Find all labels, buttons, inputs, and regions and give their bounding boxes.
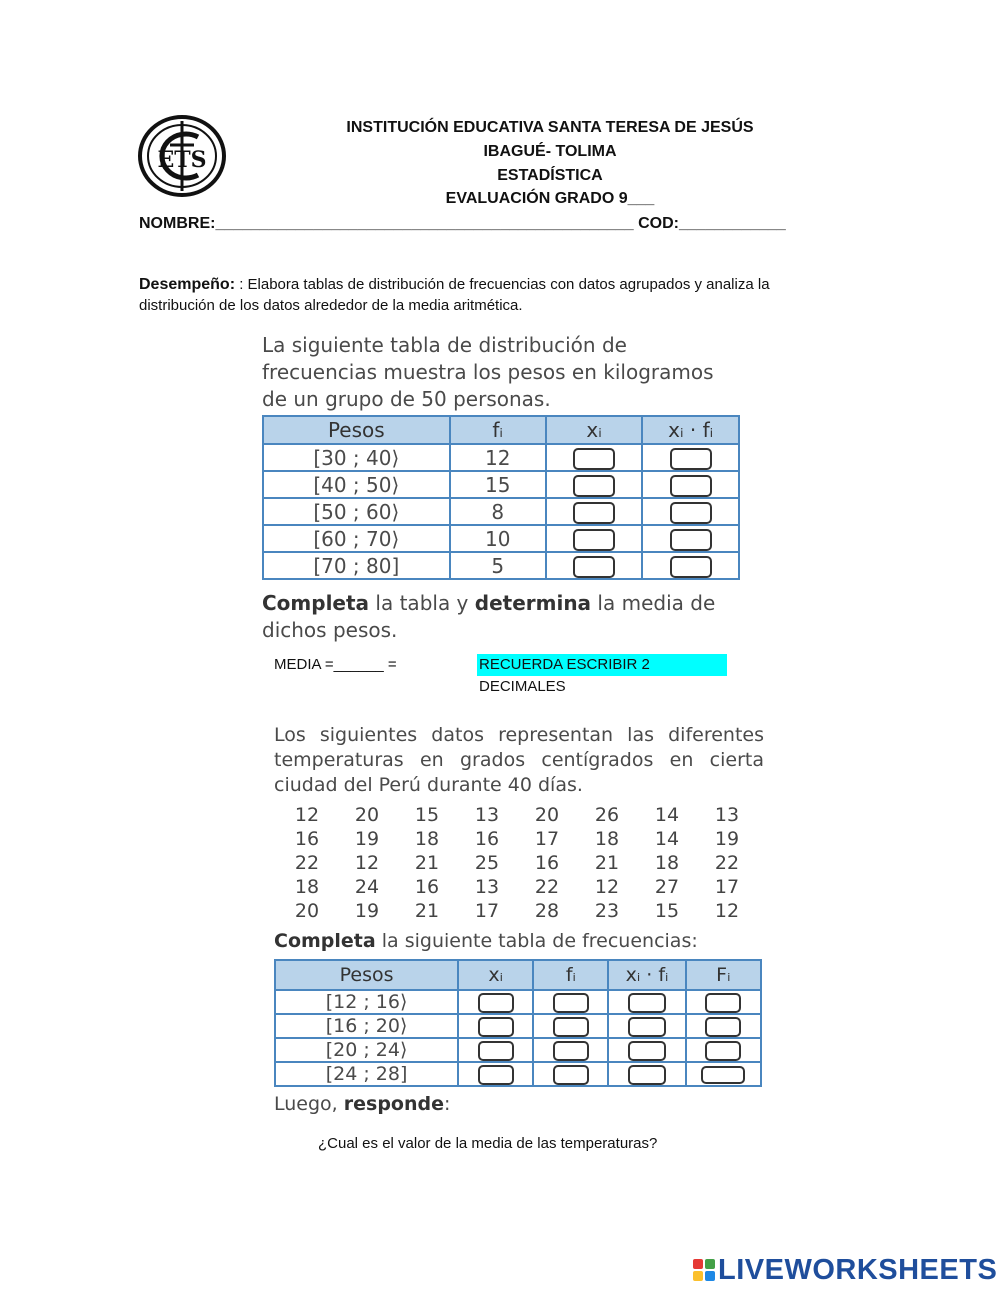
performance-statement	[139, 274, 839, 316]
data-value: 18	[414, 828, 440, 850]
colon-text: :	[443, 1093, 451, 1115]
col-fi: fᵢ	[533, 960, 608, 990]
xi-input[interactable]	[573, 475, 615, 497]
xifi-input[interactable]	[628, 993, 666, 1013]
col-pesos: Pesos	[263, 416, 450, 444]
table-row	[263, 498, 739, 525]
instruction-mid: la tabla y	[369, 591, 475, 615]
data-value: 16	[474, 828, 500, 850]
data-value: 14	[654, 828, 680, 850]
data-value: 22	[534, 876, 560, 898]
Fi-input[interactable]	[705, 993, 741, 1013]
xifi-input[interactable]	[670, 475, 712, 497]
exercise2-instruction	[274, 930, 698, 952]
xi-input[interactable]	[573, 448, 615, 470]
data-value: 21	[414, 900, 440, 922]
data-value: 20	[534, 804, 560, 826]
xifi-input[interactable]	[628, 1065, 666, 1085]
institution-title: INSTITUCIÓN EDUCATIVA SANTA TERESA DE JESÚS	[346, 119, 754, 136]
table-row	[263, 444, 739, 471]
temperature-data-grid	[287, 804, 747, 924]
data-value: 20	[354, 804, 380, 826]
subject-line: ESTADÍSTICA	[497, 167, 603, 184]
fi-input[interactable]	[553, 993, 589, 1013]
decimals-reminder: RECUERDA ESCRIBIR 2 DECIMALES	[477, 654, 727, 676]
brand-name: LIVEWORKSHEETS	[718, 1253, 998, 1286]
name-code-line[interactable]: NOMBRE:_______________________________________________ COD:____________	[139, 215, 786, 232]
bold-completa: Completa	[262, 591, 370, 615]
xi-input[interactable]	[573, 529, 615, 551]
data-value: 18	[654, 852, 680, 874]
table-row	[263, 471, 739, 498]
xifi-input[interactable]	[670, 502, 712, 524]
school-logo	[138, 115, 226, 197]
logo-letters: ETS	[157, 147, 207, 173]
table-row	[263, 552, 739, 579]
city-line: IBAGUÉ- TOLIMA	[483, 143, 617, 160]
interval-cell: [12 ; 16⟩	[275, 990, 458, 1014]
fi-input[interactable]	[553, 1017, 589, 1037]
data-value: 19	[354, 828, 380, 850]
Fi-input[interactable]	[705, 1041, 741, 1061]
bold-completa: Completa	[274, 930, 376, 952]
data-row	[287, 900, 747, 924]
luego-text: Luego,	[274, 1093, 344, 1115]
Fi-input[interactable]	[705, 1017, 741, 1037]
exercise1-instruction	[262, 590, 742, 644]
col-xi: xᵢ	[458, 960, 533, 990]
data-value: 18	[594, 828, 620, 850]
fi-cell: 5	[450, 552, 546, 579]
data-value: 18	[294, 876, 320, 898]
data-row	[287, 876, 747, 900]
brand-icon	[693, 1259, 715, 1281]
interval-cell: [50 ; 60⟩	[263, 498, 450, 525]
data-value: 25	[474, 852, 500, 874]
bold-responde: responde	[343, 1093, 444, 1115]
Fi-input[interactable]	[701, 1066, 745, 1084]
mean-question: ¿Cual es el valor de la media de las temperaturas?	[318, 1135, 658, 1152]
col-xifi: xᵢ · fᵢ	[608, 960, 685, 990]
xifi-input[interactable]	[628, 1041, 666, 1061]
xi-input[interactable]	[478, 1041, 514, 1061]
fi-cell: 12	[450, 444, 546, 471]
fi-input[interactable]	[553, 1041, 589, 1061]
performance-text: : Elabora tablas de distribución de frecuencias con datos agrupados y analiza la distribución de los datos alrededor de la media aritmética.	[139, 276, 770, 314]
data-value: 21	[594, 852, 620, 874]
xi-input[interactable]	[573, 556, 615, 578]
data-value: 15	[654, 900, 680, 922]
data-value: 14	[654, 804, 680, 826]
data-value: 16	[534, 852, 560, 874]
interval-cell: [60 ; 70⟩	[263, 525, 450, 552]
data-value: 20	[294, 900, 320, 922]
data-value: 19	[714, 828, 740, 850]
liveworksheets-logo	[693, 1255, 997, 1285]
data-value: 12	[594, 876, 620, 898]
fi-input[interactable]	[553, 1065, 589, 1085]
xi-input[interactable]	[478, 1017, 514, 1037]
interval-cell: [30 ; 40⟩	[263, 444, 450, 471]
col-pesos: Pesos	[275, 960, 458, 990]
instruction-end: la media de dichos pesos.	[262, 591, 716, 642]
interval-cell: [70 ; 80]	[263, 552, 450, 579]
col-xifi: xᵢ · fᵢ	[642, 416, 739, 444]
data-value: 15	[414, 804, 440, 826]
xifi-input[interactable]	[670, 529, 712, 551]
instruction-rest: la siguiente tabla de frecuencias:	[375, 930, 698, 952]
data-value: 26	[594, 804, 620, 826]
xifi-input[interactable]	[628, 1017, 666, 1037]
interval-cell: [24 ; 28]	[275, 1062, 458, 1086]
weights-table	[262, 415, 740, 580]
data-value: 28	[534, 900, 560, 922]
table-row	[275, 1038, 761, 1062]
data-value: 12	[354, 852, 380, 874]
xi-input[interactable]	[478, 993, 514, 1013]
exam-title: EVALUACIÓN GRADO 9___	[445, 190, 655, 207]
data-value: 13	[474, 876, 500, 898]
data-value: 16	[294, 828, 320, 850]
table-row	[275, 990, 761, 1014]
col-fi: fᵢ	[450, 416, 546, 444]
data-value: 23	[594, 900, 620, 922]
table-row	[275, 1014, 761, 1038]
data-value: 17	[714, 876, 740, 898]
data-value: 22	[714, 852, 740, 874]
exercise2-intro: Los siguientes datos representan las diferentes temperaturas en grados centígrados en cierta ciudad del Perú durante 40 días.	[274, 724, 764, 796]
performance-label: Desempeño:	[139, 276, 236, 293]
table-row	[275, 1062, 761, 1086]
data-row	[287, 804, 747, 828]
data-value: 24	[354, 876, 380, 898]
data-value: 27	[654, 876, 680, 898]
xi-input[interactable]	[478, 1065, 514, 1085]
data-value: 22	[294, 852, 320, 874]
xifi-input[interactable]	[670, 448, 712, 470]
interval-cell: [20 ; 24⟩	[275, 1038, 458, 1062]
fi-cell: 15	[450, 471, 546, 498]
interval-cell: [40 ; 50⟩	[263, 471, 450, 498]
data-value: 16	[414, 876, 440, 898]
exercise1-intro: La siguiente tabla de distribución de frecuencias muestra los pesos en kilogramos de un grupo de 50 personas.	[262, 333, 714, 411]
data-row	[287, 828, 747, 852]
temperatures-table	[274, 959, 762, 1087]
interval-cell: [16 ; 20⟩	[275, 1014, 458, 1038]
then-answer	[274, 1093, 450, 1115]
data-value: 17	[474, 900, 500, 922]
data-row	[287, 852, 747, 876]
data-value: 19	[354, 900, 380, 922]
fi-cell: 10	[450, 525, 546, 552]
data-value: 12	[714, 900, 740, 922]
media-answer-line[interactable]: MEDIA =______ =	[274, 656, 397, 673]
xifi-input[interactable]	[670, 556, 712, 578]
xi-input[interactable]	[573, 502, 615, 524]
fi-cell: 8	[450, 498, 546, 525]
data-value: 13	[474, 804, 500, 826]
col-Fi: Fᵢ	[686, 960, 761, 990]
data-value: 12	[294, 804, 320, 826]
data-value: 13	[714, 804, 740, 826]
table-row	[263, 525, 739, 552]
col-xi: xᵢ	[546, 416, 643, 444]
data-value: 17	[534, 828, 560, 850]
data-value: 21	[414, 852, 440, 874]
bold-determina: determina	[474, 591, 592, 615]
